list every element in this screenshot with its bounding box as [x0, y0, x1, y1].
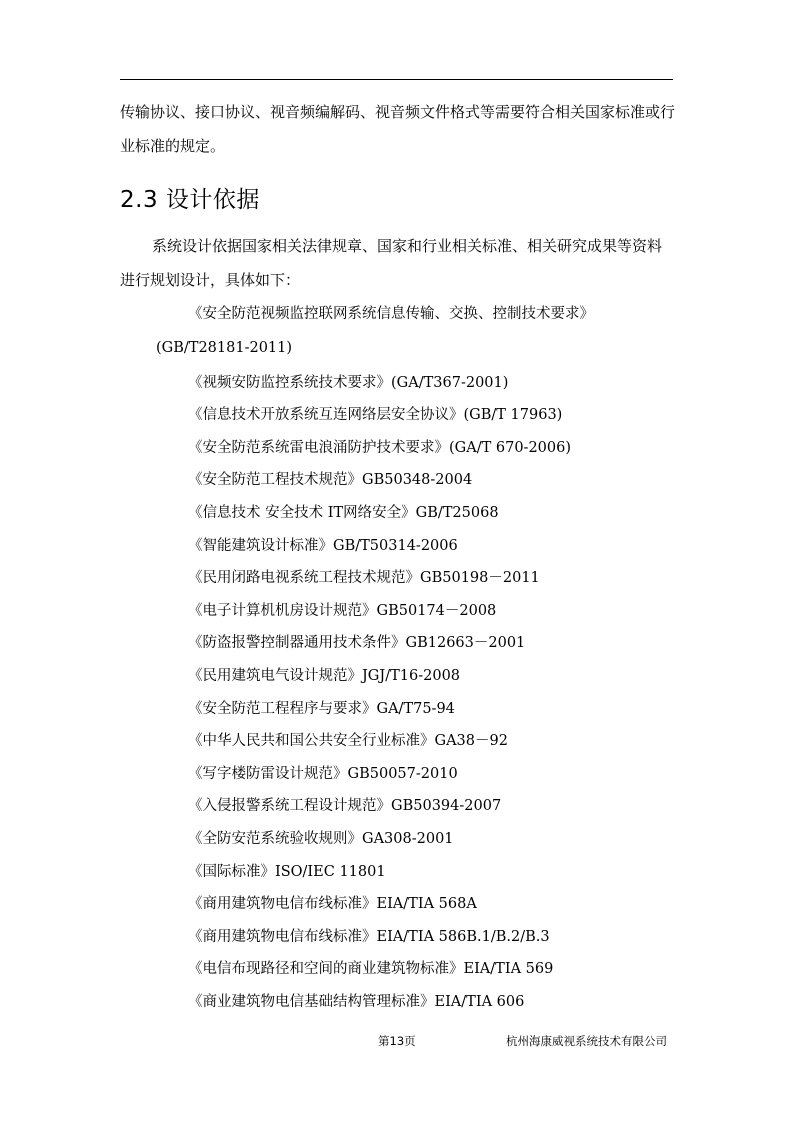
section-heading: 2.3 设计依据 [120, 187, 260, 213]
reference-item: 《入侵报警系统工程设计规范》GB50394-2007 [188, 798, 502, 814]
reference-item: 《安全防范工程技术规范》GB50348-2004 [188, 472, 473, 488]
reference-item: 《防盗报警控制器通用技术条件》GB12663－2001 [188, 635, 526, 651]
reference-item: 《中华人民共和国公共安全行业标准》GA38－92 [188, 733, 508, 749]
page-number: 第13页 [378, 1034, 416, 1048]
company-name: 杭州海康威视系统技术有限公司 [506, 1034, 667, 1048]
reference-item: 《商业建筑物电信基础结构管理标准》EIA/TIA 606 [188, 994, 525, 1010]
reference-item: 《视频安防监控系统技术要求》(GA/T367-2001) [188, 375, 509, 391]
reference-item: 《民用闭路电视系统工程技术规范》GB50198－2011 [188, 570, 540, 586]
basis-paragraph: 系统设计依据国家相关法律规章、国家和行业相关标准、相关研究成果等资料进行规划设计，具体如下： [120, 237, 663, 289]
reference-item [156, 297, 676, 365]
reference-item: 《民用建筑电气设计规范》JGJ/T16-2008 [188, 668, 461, 684]
reference-item-code: (GB/T28181-2011) [156, 340, 293, 356]
reference-item: 《写字楼防雷设计规范》GB50057-2010 [188, 766, 458, 782]
reference-item: 《信息技术 安全技术 IT网络安全》GB/T25068 [188, 505, 499, 521]
reference-item: 《安全防范工程程序与要求》GA/T75-94 [188, 701, 455, 717]
reference-item: 《电信布现路径和空间的商业建筑物标准》EIA/TIA 569 [188, 961, 554, 977]
reference-item: 《商用建筑物电信布线标准》EIA/TIA 568A [188, 896, 477, 912]
header-rule [120, 79, 673, 80]
reference-item: 《国际标准》ISO/IEC 11801 [188, 864, 386, 880]
reference-item: 《安全防范系统雷电浪涌防护技术要求》(GA/T 670-2006) [188, 440, 572, 456]
intro-paragraph: 传输协议、接口协议、视音频编解码、视音频文件格式等需要符合相关国家标准或行业标准的规定。 [120, 103, 676, 155]
reference-item: 《全防安范系统验收规则》GA308-2001 [188, 831, 454, 847]
reference-item: 《电子计算机机房设计规范》GB50174－2008 [188, 603, 497, 619]
reference-item: 《商用建筑物电信布线标准》EIA/TIA 586B.1/B.2/B.3 [188, 929, 550, 945]
reference-item-title: 《安全防范视频监控联网系统信息传输、交换、控制技术要求》 [188, 306, 594, 322]
reference-item: 《智能建筑设计标准》GB/T50314-2006 [188, 538, 458, 554]
reference-item: 《信息技术开放系统互连网络层安全协议》(GB/T 17963) [188, 407, 563, 423]
